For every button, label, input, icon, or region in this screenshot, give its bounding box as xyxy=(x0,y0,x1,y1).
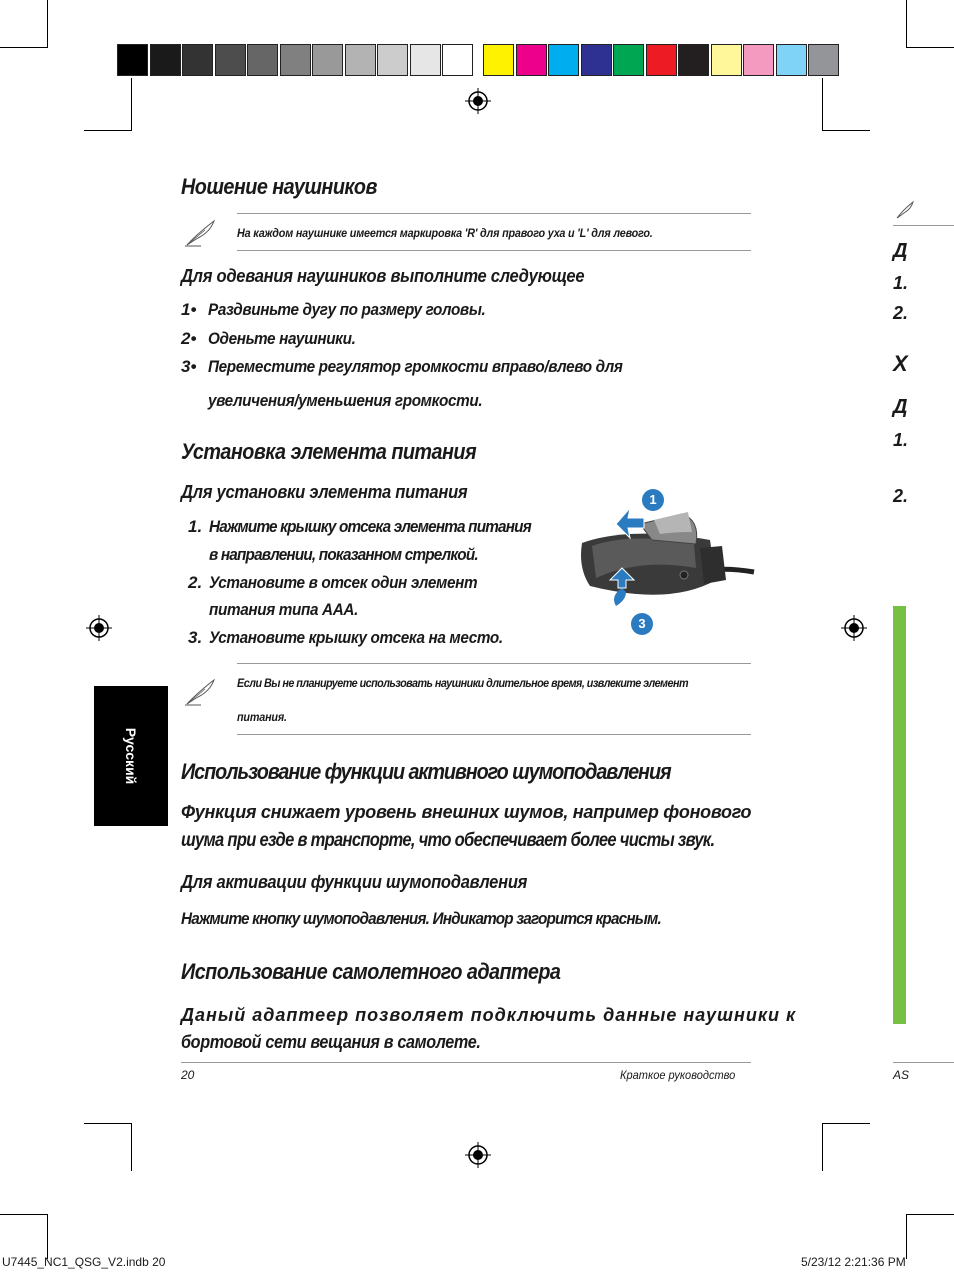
next-page-fragment: Д xyxy=(893,240,908,262)
next-page-fragment: 1. xyxy=(893,430,909,450)
section-subtitle: Для одевания наушников выполните следующее xyxy=(181,266,585,286)
step-number: 1• xyxy=(181,300,197,319)
step-number: 2. xyxy=(188,573,203,592)
crop-mark xyxy=(822,78,823,130)
body-paragraph-line: Функция снижает уровень внешних шумов, например фонового xyxy=(181,802,752,822)
step-text: питания типа AAA. xyxy=(209,600,358,619)
feather-pen-icon xyxy=(183,677,219,707)
crop-mark xyxy=(822,130,870,131)
step-text: Оденьте наушники. xyxy=(208,329,356,348)
registration-mark-icon xyxy=(86,615,112,641)
section-title: Установка элемента питания xyxy=(181,439,477,464)
color-swatch xyxy=(410,44,441,76)
feather-pen-icon xyxy=(183,218,219,248)
footer-rule xyxy=(181,1062,751,1063)
next-page-green-tab xyxy=(893,606,906,1024)
next-page-fragment: Д xyxy=(893,396,908,418)
color-swatch xyxy=(247,44,278,76)
crop-mark xyxy=(906,0,907,48)
step-text: в направлении, показанном стрелкой. xyxy=(209,545,478,564)
crop-mark xyxy=(84,1123,132,1124)
registration-mark-icon xyxy=(465,1142,491,1168)
color-swatch xyxy=(182,44,213,76)
color-swatch xyxy=(215,44,246,76)
step-text: Установите в отсек один элемент xyxy=(209,573,478,592)
callout-3-badge xyxy=(631,613,653,635)
color-swatch xyxy=(117,44,148,76)
slug-file-info: U7445_NC1_QSG_V2.indb 20 xyxy=(2,1255,166,1269)
crop-mark xyxy=(131,1123,132,1171)
next-page-divider xyxy=(893,1062,954,1063)
crop-mark xyxy=(47,1214,48,1259)
color-swatch xyxy=(743,44,774,76)
color-swatch xyxy=(345,44,376,76)
step-text: Переместите регулятор громкости вправо/влево для xyxy=(208,357,623,376)
next-page-fragment: 1. xyxy=(893,273,909,293)
next-page-divider xyxy=(893,225,954,226)
crop-mark xyxy=(906,1214,954,1215)
crop-mark xyxy=(131,78,132,130)
callout-number: 3 xyxy=(638,616,646,631)
note-text: На каждом наушнике имеется маркировка 'R' для правого уха и 'L' для левого. xyxy=(237,226,653,240)
section-subtitle: Для установки элемента питания xyxy=(181,482,468,502)
color-swatch xyxy=(581,44,612,76)
divider xyxy=(237,734,751,735)
divider xyxy=(237,663,751,664)
next-page-fragment: Х xyxy=(893,351,908,376)
next-page-fragment: 2. xyxy=(893,303,909,323)
color-swatch xyxy=(442,44,473,76)
crop-mark xyxy=(0,47,48,48)
crop-mark xyxy=(84,130,132,131)
section-subtitle: Для активации функции шумоподавления xyxy=(181,872,528,892)
page-number: 20 xyxy=(181,1068,195,1082)
note-text: питания. xyxy=(237,710,287,724)
section-title: Использование самолетного адаптера xyxy=(181,959,561,984)
color-swatch xyxy=(516,44,547,76)
color-swatch xyxy=(483,44,514,76)
color-swatch xyxy=(613,44,644,76)
step-number: 1. xyxy=(188,517,203,536)
color-swatch xyxy=(377,44,408,76)
crop-mark xyxy=(0,1214,48,1215)
callout-number: 1 xyxy=(649,492,657,507)
next-page-footer-fragment: AS xyxy=(893,1068,910,1082)
note-text: Если Вы не планируете использовать наушники длительное время, извлеките элемент xyxy=(237,676,689,690)
instruction-text: Нажмите кнопку шумоподавления. Индикатор загорится красным. xyxy=(181,909,662,928)
color-swatch xyxy=(646,44,677,76)
color-swatch xyxy=(280,44,311,76)
feather-pen-icon xyxy=(895,200,915,220)
step-number: 3. xyxy=(188,628,203,647)
color-swatch xyxy=(678,44,709,76)
battery-compartment-illustration xyxy=(570,488,756,638)
registration-mark-icon xyxy=(465,88,491,114)
color-swatch xyxy=(312,44,343,76)
color-swatch xyxy=(548,44,579,76)
crop-mark xyxy=(822,1123,870,1124)
section-title: Ношение наушников xyxy=(181,174,377,199)
color-swatch xyxy=(808,44,839,76)
step-number: 2• xyxy=(181,329,197,348)
body-paragraph-line: шума при езде в транспорте, что обеспечивает более чисты звук. xyxy=(181,830,715,851)
crop-mark xyxy=(906,47,954,48)
callout-1-badge xyxy=(642,489,664,511)
next-page-fragment: 2. xyxy=(893,486,909,506)
step-text: Установите крышку отсека на место. xyxy=(209,628,503,647)
language-side-tab xyxy=(94,686,168,826)
crop-mark xyxy=(47,0,48,48)
step-text-continued: увеличения/уменьшения громкости. xyxy=(208,391,483,410)
language-label: Русский xyxy=(123,727,139,785)
body-paragraph-line: Даный адаптеер позволяет подключить данные наушники к xyxy=(181,1005,797,1025)
registration-mark-icon xyxy=(841,615,867,641)
step-number: 3• xyxy=(181,357,197,376)
color-swatch xyxy=(150,44,181,76)
color-swatch xyxy=(711,44,742,76)
section-title: Использование функции активного шумоподавления xyxy=(181,759,671,784)
divider xyxy=(237,250,751,251)
step-text: Раздвиньте дугу по размеру головы. xyxy=(208,300,486,319)
color-swatch xyxy=(776,44,807,76)
step-text: Нажмите крышку отсека элемента питания xyxy=(209,517,531,536)
crop-mark xyxy=(822,1123,823,1171)
crop-mark xyxy=(906,1214,907,1259)
body-paragraph-line: бортовой сети вещания в самолете. xyxy=(181,1032,481,1052)
divider xyxy=(237,213,751,214)
slug-timestamp: 5/23/12 2:21:36 PM xyxy=(801,1255,906,1269)
guide-title: Краткое руководство xyxy=(620,1068,736,1082)
